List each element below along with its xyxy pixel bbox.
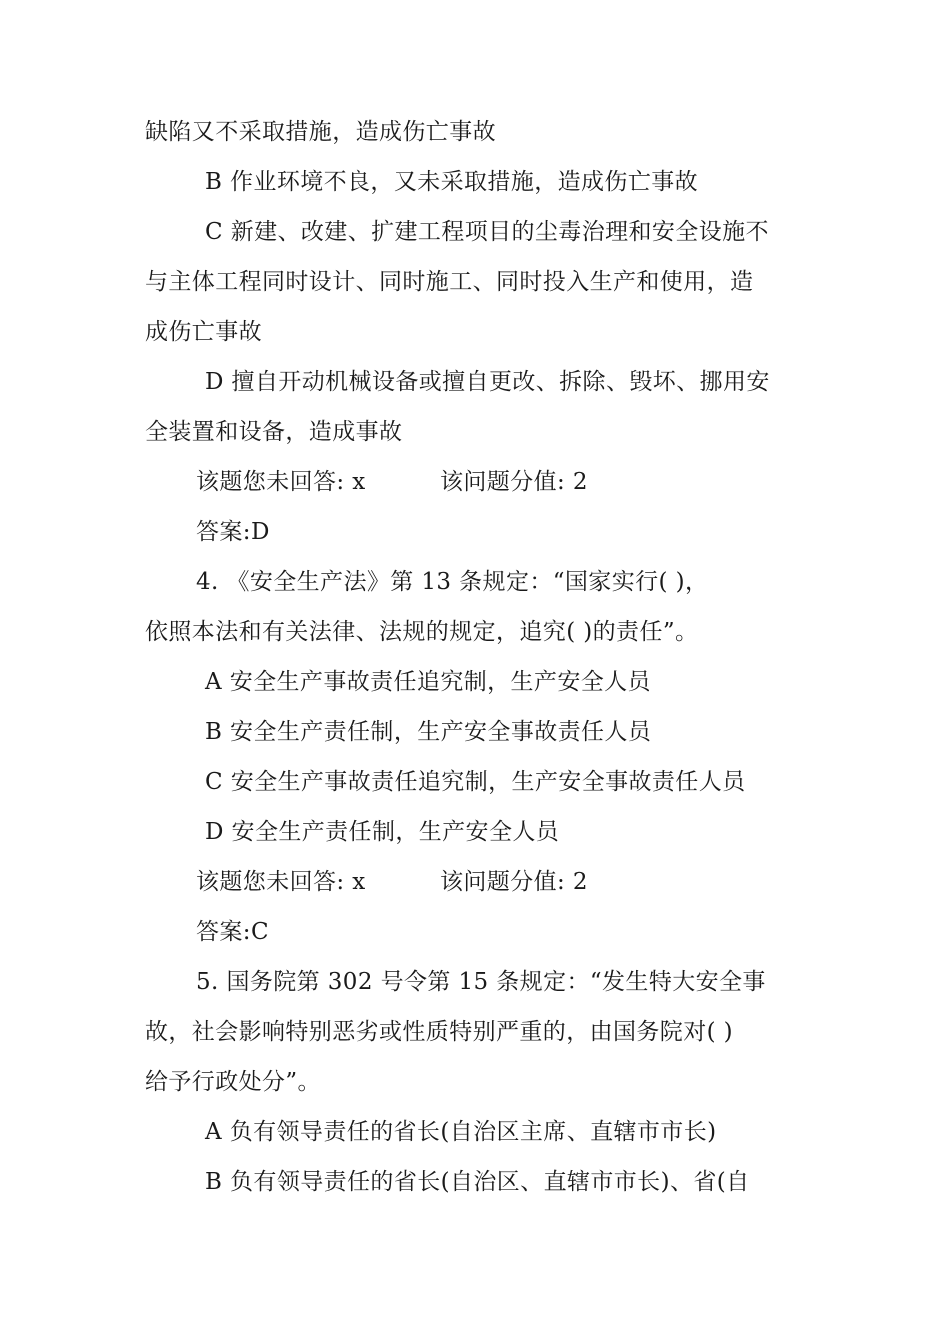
not-answered-label: 该题您未回答: x	[196, 869, 366, 895]
option-a: A 安全生产事故责任追究制，生产安全人员	[205, 669, 651, 695]
option-a: A 负有领导责任的省长(自治区主席、直辖市市长)	[205, 1119, 717, 1145]
question-5-title: 5. 国务院第 302 号令第 15 条规定：“发生特大安全事	[196, 969, 766, 995]
option-b: B 安全生产责任制，生产安全事故责任人员	[205, 719, 652, 745]
option-b: B 作业环境不良，又未采取措施，造成伤亡事故	[205, 169, 699, 195]
score-label: 该问题分值: 2	[440, 869, 588, 895]
text-line: 依照本法和有关法律、法规的规定，追究( )的责任”。	[145, 619, 699, 645]
option-b: B 负有领导责任的省长(自治区、直辖市市长)、省(自	[205, 1169, 750, 1195]
option-c: C 安全生产事故责任追究制，生产安全事故责任人员	[205, 769, 746, 795]
option-d: D 安全生产责任制，生产安全人员	[205, 819, 560, 845]
question-4-title: 4. 《安全生产法》第 13 条规定：“国家实行( )，	[196, 569, 709, 595]
text-line: 故，社会影响特别恶劣或性质特别严重的，由国务院对( )	[145, 1019, 734, 1045]
text-line: 给予行政处分”。	[145, 1069, 321, 1095]
option-d: D 擅自开动机械设备或擅自更改、拆除、毁坏、挪用安	[205, 369, 770, 395]
text-line: 缺陷又不采取措施，造成伤亡事故	[145, 119, 496, 145]
text-line: 与主体工程同时设计、同时施工、同时投入生产和使用，造	[145, 269, 754, 295]
answer-label: 答案:C	[196, 919, 269, 945]
answer-label: 答案:D	[196, 519, 270, 545]
score-label: 该问题分值: 2	[440, 469, 588, 495]
not-answered-label: 该题您未回答: x	[196, 469, 366, 495]
option-c: C 新建、改建、扩建工程项目的尘毒治理和安全设施不	[205, 219, 769, 245]
text-line: 全装置和设备，造成事故	[145, 419, 403, 445]
text-line: 成伤亡事故	[145, 319, 262, 345]
